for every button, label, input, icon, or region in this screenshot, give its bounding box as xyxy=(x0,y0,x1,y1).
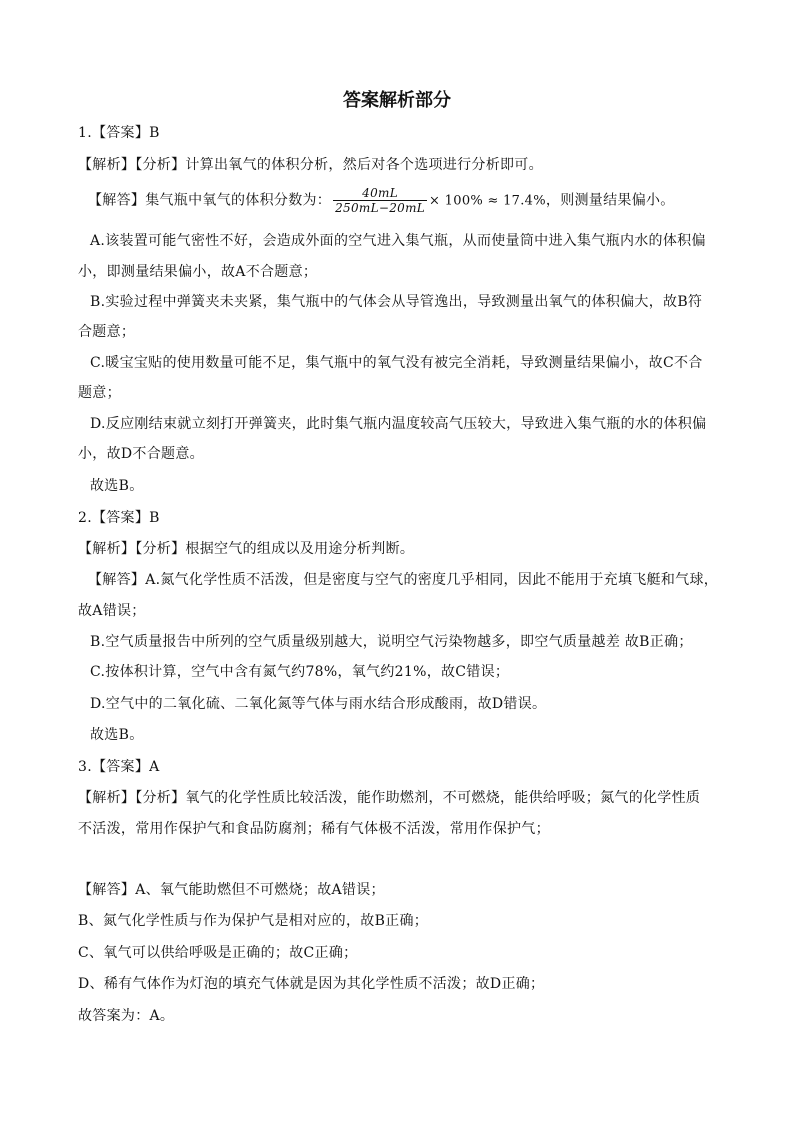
q1-option-b-line2: 合题意； xyxy=(78,324,136,340)
q2-option-d: D.空气中的二氧化硫、二氧化氮等气体与雨水结合形成酸雨，故D错误。 xyxy=(90,696,547,712)
q1-option-d-line2: 小，故D不合题意。 xyxy=(78,446,204,462)
q1-answer: 1.【答案】B xyxy=(78,125,160,141)
q2-option-c: C.按体积计算，空气中含有氮气约78%，氧气约21%，故C错误； xyxy=(90,664,510,680)
fraction xyxy=(333,186,427,215)
q1-option-b-line1: B.实验过程中弹簧夹未夹紧，集气瓶中的气体会从导管逸出，导致测量出氧气的体积偏大，故B符 xyxy=(90,294,703,310)
q1-conclusion: 故选B。 xyxy=(90,478,144,494)
q3-option-d: D、稀有气体作为灯泡的填充气体就是因为其化学性质不活泼；故D正确； xyxy=(78,976,545,992)
fraction-numerator: 40mL xyxy=(333,186,427,201)
q1-option-c-line1: C.暖宝宝贴的使用数量可能不足，集气瓶中的氧气没有被完全消耗，导致测量结果偏小，故C不合 xyxy=(90,355,703,371)
formula-suffix: ，则测量结果偏小。 xyxy=(545,192,675,209)
q2-conclusion: 故选B。 xyxy=(90,727,144,743)
q1-solution-formula xyxy=(88,186,675,215)
q3-analysis-line2: 不活泼，常用作保护气和食品防腐剂；稀有气体极不活泼，常用作保护气； xyxy=(78,821,550,837)
q2-analysis: 【解析】【分析】根据空气的组成以及用途分析判断。 xyxy=(78,541,415,557)
q3-option-b: B、氮气化学性质与作为保护气是相对应的，故B正确； xyxy=(78,913,429,929)
q1-option-a-line1: A.该装置可能气密性不好，会造成外面的空气进入集气瓶，从而使量筒中进入集气瓶内水的体积偏 xyxy=(90,233,706,249)
q3-conclusion: 故答案为：A。 xyxy=(78,1008,175,1024)
q1-option-a-line2: 小，即测量结果偏小，故A不合题意； xyxy=(78,264,318,280)
q3-analysis-line1: 【解析】【分析】氧气的化学性质比较活泼，能作助燃剂，不可燃烧，能供给呼吸；氮气的化学性质 xyxy=(78,790,701,806)
q3-option-c: C、氧气可以供给呼吸是正确的；故C正确； xyxy=(78,945,358,961)
q2-answer: 2.【答案】B xyxy=(78,510,160,526)
formula-tail: × 100% ≈ 17.4% xyxy=(429,193,546,209)
q3-answer: 3.【答案】A xyxy=(78,759,160,775)
q3-solution-a: 【解答】A、氧气能助燃但不可燃烧；故A错误； xyxy=(78,882,385,898)
q2-solution-line1: 【解答】A.氮气化学性质不活泼，但是密度与空气的密度几乎相同，因此不能用于充填飞艇和气球， xyxy=(88,572,719,588)
q2-option-b: B.空气质量报告中所列的空气质量级别越大，说明空气污染物越多，即空气质量越差 故B正确； xyxy=(90,634,693,650)
formula-prefix: 【解答】集气瓶中氧气的体积分数为： xyxy=(88,192,332,209)
q2-solution-line2: 故A错误； xyxy=(78,603,146,619)
page-title: 答案解析部分 xyxy=(343,90,451,111)
q1-analysis: 【解析】【分析】计算出氧气的体积分析，然后对各个选项进行分析即可。 xyxy=(78,157,543,173)
q1-option-d-line1: D.反应刚结束就立刻打开弹簧夹，此时集气瓶内温度较高气压较大，导致进入集气瓶的水的体积偏 xyxy=(90,416,707,432)
fraction-denominator: 250mL−20mL xyxy=(335,201,426,215)
q1-option-c-line2: 题意； xyxy=(78,385,121,401)
